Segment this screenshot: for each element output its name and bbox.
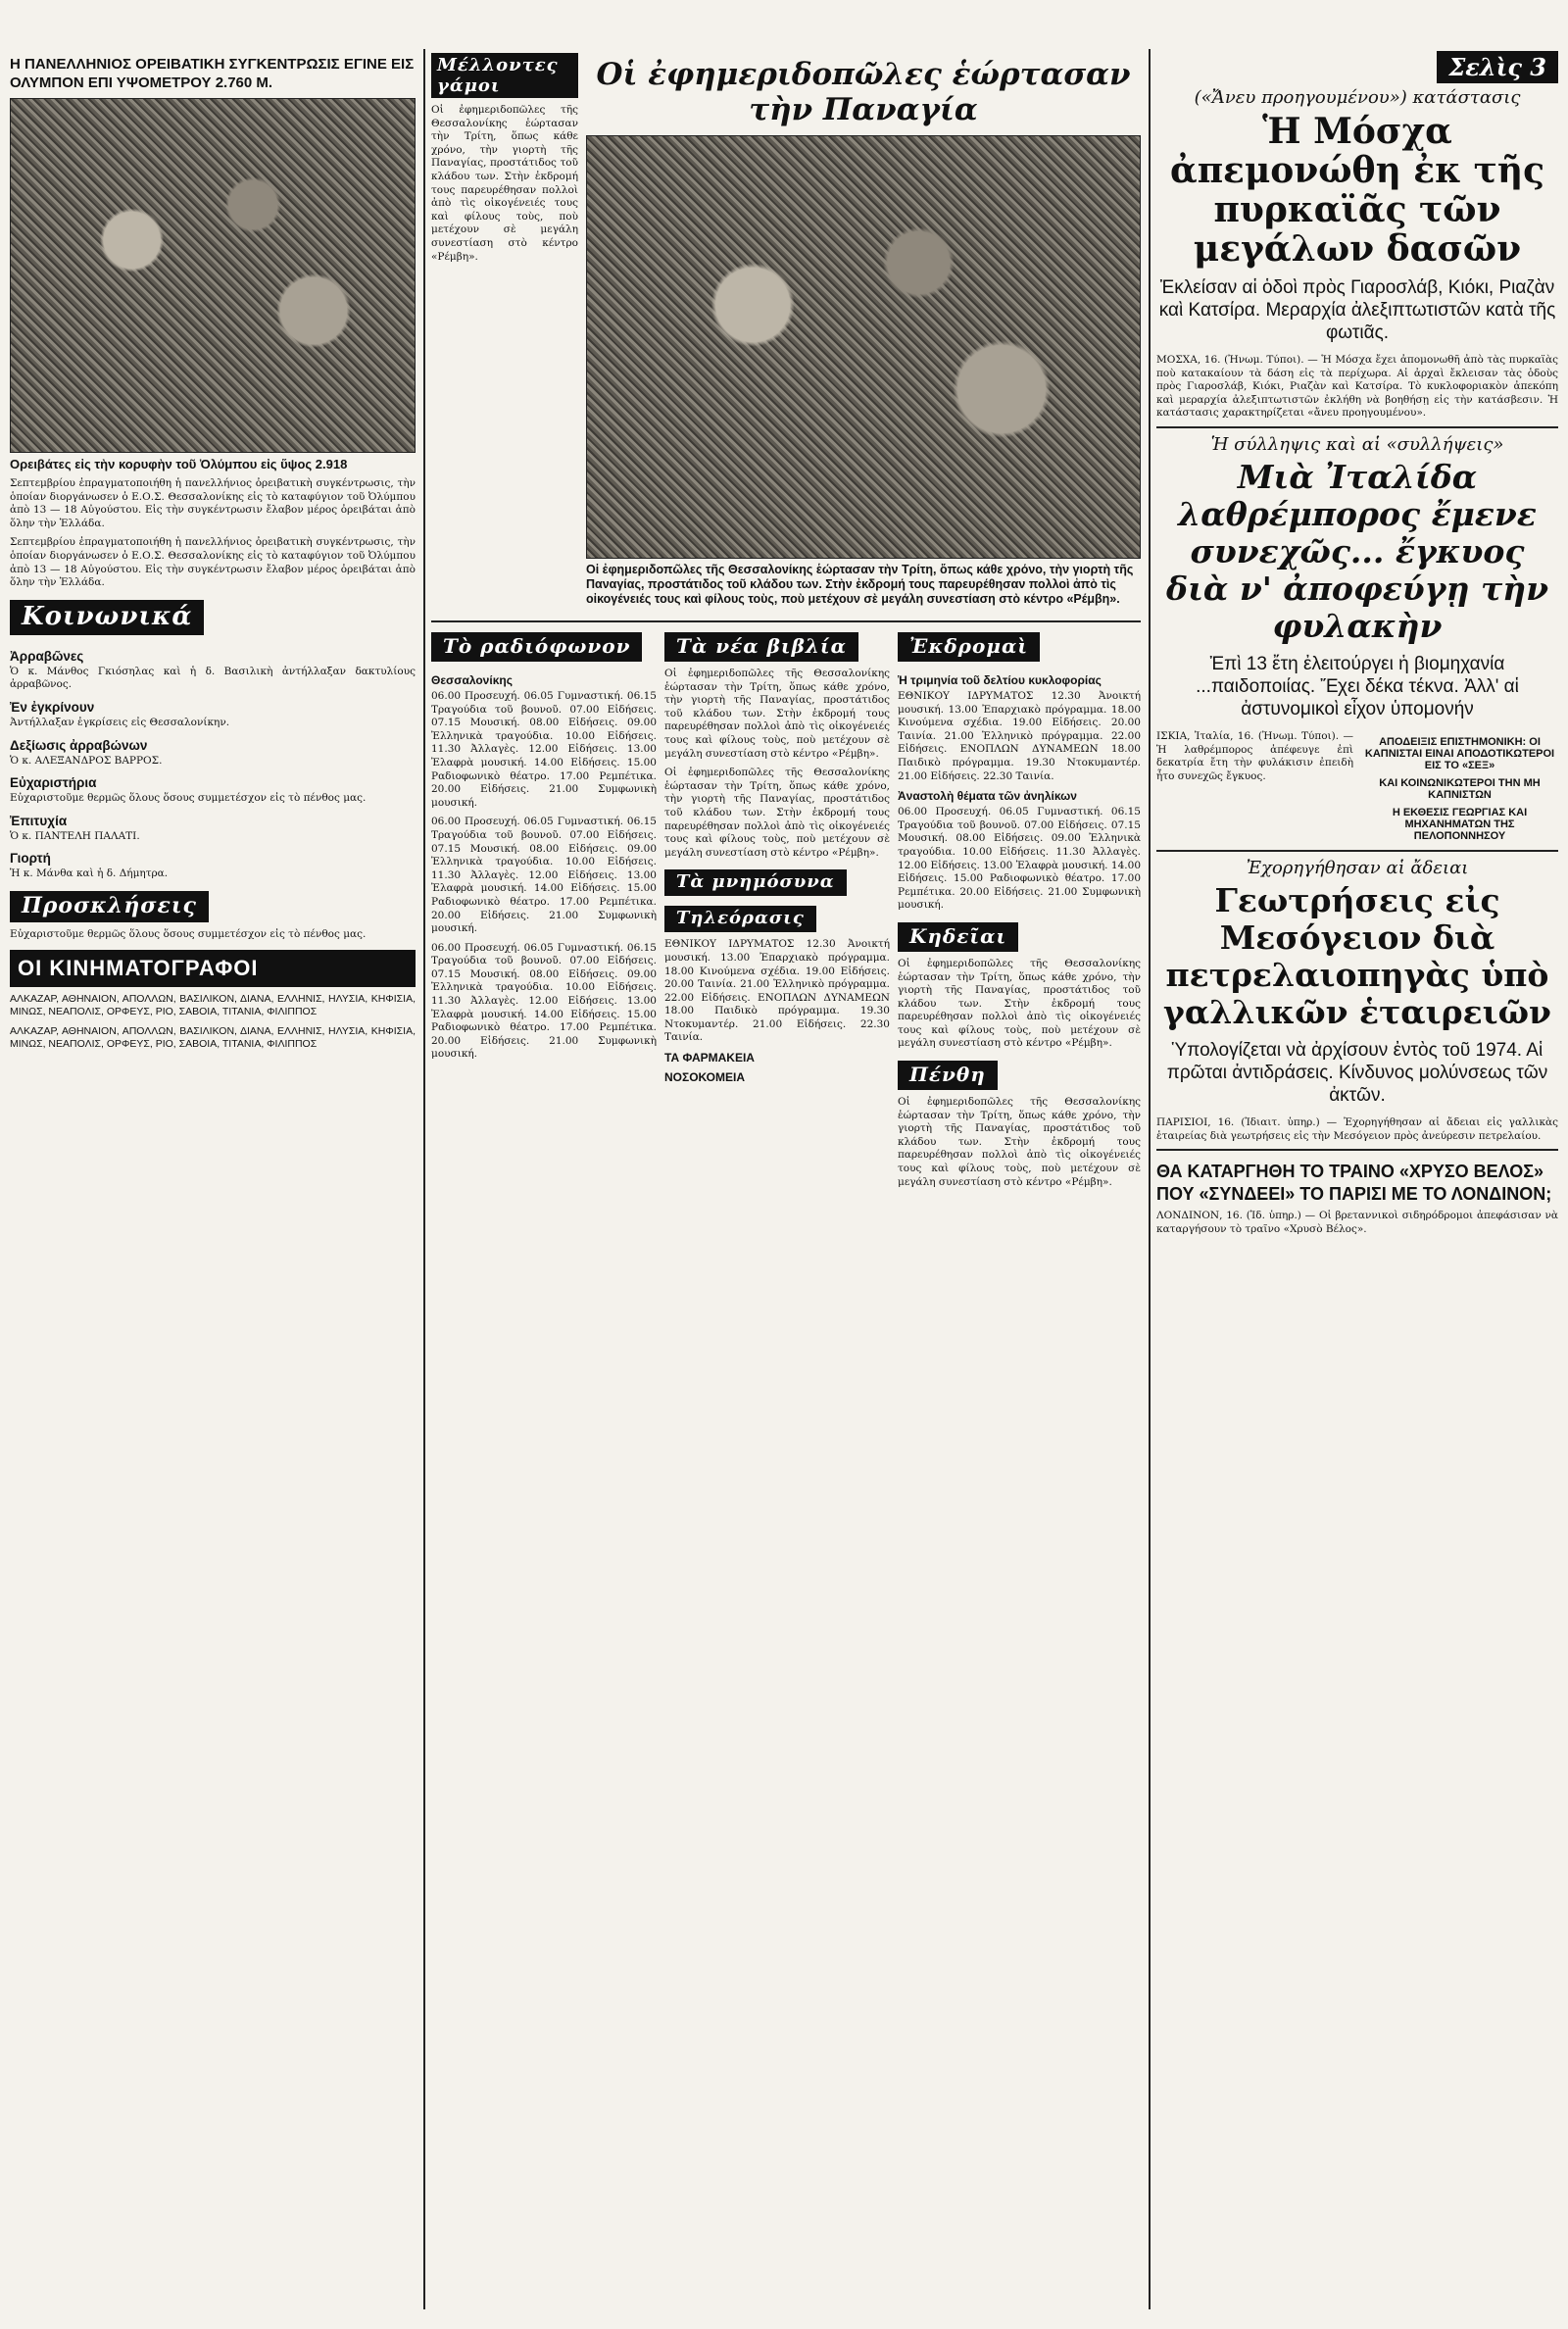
divider xyxy=(431,620,1141,622)
books-text: Οἱ ἐφημεριδοπῶλες τῆς Θεσσαλονίκης ἑώρτασαν τὴν Τρίτη, ὅπως κάθε χρόνο, τὴν γιορτὴ τῆς Παναγίας, προστάτιδος τοῦ κλάδου των. Στὴν ἐκδρομή τους παρευρέθησαν πολλοὶ ἀπὸ τὶς οἰκογένειές τους καὶ φίλους τοὺς, ποὺ μετέχουν σὲ μεγάλη συνεστίαση στὸ κέντρο «Ρέμβη». xyxy=(664,668,890,760)
italian-kicker: Ἡ σύλληψις καὶ αἱ «συλλήψεις» xyxy=(1210,433,1504,455)
section-success: Ἐπιτυχία xyxy=(10,813,68,828)
moscow-article: ΜΟΣΧΑ, 16. (Ἠνωμ. Τύποι). — Ἡ Μόσχα ἔχει ἀπομονωθῆ ἀπὸ τὰς πυρκαϊὰς ποὺ κατακαίουν τὰ δάση εἰς τὰ περίχωρα. Αἱ ἀρχαὶ ἔκλεισαν τὰς ὁδοὺς πρὸς Γιαροσλάβ, Κιόκι, Ριαζὰν καὶ Κατσίρα. Τὸ κυκλοφοριακὸν ἀπεκόπη καὶ μεραρχία ἀλεξιπτωτιστῶν ἐκλήθη νὰ βοηθήσῃ εἰς τὴν κατάσβεσιν. Ἡ κατάστασις χαρακτηρίζεται «ἄνευ προηγουμένου». xyxy=(1156,354,1558,420)
divider xyxy=(1156,426,1558,428)
radio-station: Θεσσαλονίκης xyxy=(431,673,513,687)
section-engagements-text: Ὁ κ. Μάνθος Γκιόσηλας καὶ ἡ δ. Βασιλικὴ ἀντήλλαξαν δακτυλίους ἀρραβῶνος. xyxy=(10,665,416,691)
section-thanks: Εὐχαριστήρια xyxy=(10,775,97,791)
section-hospitals: ΝΟΣΟΚΟΜΕΙΑ xyxy=(664,1070,745,1085)
section-weddings: Μέλλοντες γάμοι xyxy=(431,53,578,98)
circulation-head: Ἡ τριμηνία τοῦ δελτίου κυκλοφορίας xyxy=(898,673,1102,687)
section-memorials: Τὰ μνημόσυνα xyxy=(664,869,847,896)
sociability-headline: ΚΑΙ ΚΟΙΝΩΝΙΚΩΤΕΡΟΙ ΤΗΝ ΜΗ ΚΑΠΝΙΣΤΩΝ xyxy=(1379,776,1541,801)
section-radio: Τὸ ραδιόφωνον xyxy=(431,632,642,662)
moscow-kicker: («Ἄνευ προηγουμένου») κατάστασις xyxy=(1194,87,1521,108)
section-mourning: Πένθη xyxy=(898,1061,998,1090)
golden-arrow-article: ΛΟΝΔΙΝΟΝ, 16. (Ἰδ. ὑπηρ.) — Οἱ βρεταννικοὶ σιδηρόδρομοι ἀπεφάσισαν νὰ καταργήσουν τὸ τραῖνο «Χρυσὸ Βέλος». xyxy=(1156,1210,1558,1235)
newsagents-story xyxy=(586,49,1141,615)
cinema-listing: ΑΛΚΑΖΑΡ, ΑΘΗΝΑΙΟΝ, ΑΠΟΛΛΩΝ, ΒΑΣΙΛΙΚΟΝ, ΔΙΑΝΑ, ΕΛΛΗΝΙΣ, ΗΛΥΣΙΑ, ΚΗΦΙΣΙΑ, ΜΙΝΩΣ, ΝΕΑΠΟΛΙΣ, ΟΡΦΕΥΣ, ΡΙΟ, ΣΑΒΟΙΑ, ΤΙΤΑΝΙΑ, ΦΙΛΙΠΠΟΣ xyxy=(10,992,416,1018)
drilling-article: ΠΑΡΙΣΙΟΙ, 16. (Ἰδιαιτ. ὑπηρ.) — Ἐχορηγήθησαν αἱ ἄδειαι εἰς γαλλικὰς ἑταιρείας διὰ γεωτρήσεις εἰς τὴν Μεσόγειον πρὸς ἀνεύρεσιν πετρελαίου. xyxy=(1156,1115,1558,1142)
olympus-photo xyxy=(10,98,416,453)
section-success-text: Ὁ κ. ΠΑΝΤΕΛΗ ΠΑΛΑΤΙ. xyxy=(10,829,140,842)
drilling-headline: Γεωτρήσεις εἰς Μεσόγειον διὰ πετρελαιοπηγὰς ὑπὸ γαλλικῶν ἑταιρειῶν xyxy=(1163,880,1551,1031)
section-reception-text: Ὁ κ. ΑΛΕΞΑΝΔΡΟΣ ΒΑΡΡΟΣ. xyxy=(10,754,163,767)
smokers-headline: ΑΠΟΔΕΙΞΙΣ ΕΠΙΣΤΗΜΟΝΙΚΗ: ΟΙ ΚΑΠΝΙΣΤΑΙ ΕΙΝΑΙ ΑΠΟΔΟΤΙΚΩΤΕΡΟΙ ΕΙΣ ΤΟ «ΣΕΞ» xyxy=(1364,735,1555,771)
newsagents-photo xyxy=(586,135,1141,559)
section-reception: Δεξίωσις ἀρραβώνων xyxy=(10,737,148,753)
section-thanks-text: Εὐχαριστοῦμε θερμῶς ὅλους ὅσους συμμετέσχον εἰς τὸ πένθος μας. xyxy=(10,792,367,805)
books-column xyxy=(664,628,890,1195)
olympus-headline: Η ΠΑΝΕΛΛΗΝΙΟΣ ΟΡΕΙΒΑΤΙΚΗ ΣΥΓΚΕΝΤΡΩΣΙΣ ΕΓΙΝΕ ΕΙΣ ΟΛΥΜΠΟΝ ΕΠΙ ΥΨΟΜΕΤΡΟΥ 2.760 Μ. xyxy=(10,56,415,91)
section-television: Τηλεόρασις xyxy=(664,906,816,932)
section-approvals-text: Ἀντήλλαξαν ἐγκρίσεις εἰς Θεσσαλονίκην. xyxy=(10,716,230,728)
excursions-text: ΕΘΝΙΚΟΥ ΙΔΡΥΜΑΤΟΣ 12.30 Ἀνοικτή μουσική. 13.00 Ἐπαρχιακὸ πρόγραμμα. 18.00 Κινούμενα σχέδια. 19.00 Εἰδήσεις. 20.00 Ταινία. 21.00 Ἑλληνικὸ πρόγραμμα. 22.00 Εἰδήσεις. ΕΝΟΠΛΩΝ ΔΥΝΑΜΕΩΝ 18.00 Παιδικὸ πρόγραμμα. 19.30 Ντοκυμαντέρ. 21.00 Εἰδήσεις. 22.30 Ταινία. xyxy=(898,690,1141,782)
section-excursions: Ἐκδρομαὶ xyxy=(898,632,1040,662)
italian-subhead: Ἐπὶ 13 ἔτη ἐλειτούργει ἡ βιομηχανία ...παιδοποιίας. Ἔχει δέκα τέκνα. Ἀλλ' αἱ ἀστυνομικοὶ εἶχον ὑπομονήν xyxy=(1196,653,1519,719)
left-column xyxy=(10,49,416,2309)
tv-schedule: ΕΘΝΙΚΟΥ ΙΔΡΥΜΑΤΟΣ 12.30 Ἀνοικτή μουσική. 13.00 Ἐπαρχιακὸ πρόγραμμα. 18.00 Κινούμενα σχέδια. 19.00 Εἰδήσεις. 20.00 Ταινία. 21.00 Ἑλληνικὸ πρόγραμμα. 22.00 Εἰδήσεις. ΕΝΟΠΛΩΝ ΔΥΝΑΜΕΩΝ 18.00 Παιδικὸ πρόγραμμα. 19.30 Ντοκυμαντέρ. 21.00 Εἰδήσεις. 22.30 Ταινία. xyxy=(664,938,890,1044)
newsagents-title: Οἱ ἐφημεριδοπῶλες ἑώρτασαν τὴν Παναγία xyxy=(596,57,1131,127)
books-text-cont: Οἱ ἐφημεριδοπῶλες τῆς Θεσσαλονίκης ἑώρτασαν τὴν Τρίτη, ὅπως κάθε χρόνο, τὴν γιορτὴ τῆς Παναγίας, προστάτιδος τοῦ κλάδου των. Στὴν ἐκδρομή τους παρευρέθησαν πολλοὶ ἀπὸ τὶς οἰκογένειές τους καὶ φίλους τοὺς, ποὺ μετέχουν σὲ μεγάλη συνεστίαση στὸ κέντρο «Ρέμβη». xyxy=(664,767,890,859)
divider xyxy=(1156,850,1558,852)
section-engagements: Ἀρραβῶνες xyxy=(10,648,84,664)
golden-arrow-headline: ΘΑ ΚΑΤΑΡΓΗΘΗ ΤΟ ΤΡΑΙΝΟ «ΧΡΥΣΟ ΒΕΛΟΣ» ΠΟΥ «ΣΥΝΔΕΕΙ» ΤΟ ΠΑΡΙΣΙ ΜΕ ΤΟ ΛΟΝΔΙΝΟΝ; xyxy=(1156,1162,1552,1205)
column-rule xyxy=(1149,49,1151,2309)
radio-schedule-cont: 06.00 Προσευχή. 06.05 Γυμναστική. 06.15 Τραγούδια τοῦ βουνοῦ. 07.00 Εἰδήσεις. 07.15 Μουσική. 08.00 Εἰδήσεις. 09.00 Ἐλληνικὰ τραγούδια. 10.00 Εἰδήσεις. 11.30 Ἀλλαγὲς. 12.00 Εἰδήσεις. 13.00 Ἐλαφρὰ μουσική. 14.00 Εἰδήσεις. 15.00 Ραδιοφωνικὸ θέατρο. 17.00 Ρεμπέτικα. 20.00 Εἰδήσεις. 21.00 Συμφωνικὴ μουσική. xyxy=(431,816,657,935)
section-new-books: Τὰ νέα βιβλία xyxy=(664,632,858,662)
minors-head: Ἀναστολὴ θέματα τῶν ἀνηλίκων xyxy=(898,789,1077,804)
radio-schedule: 06.00 Προσευχή. 06.05 Γυμναστική. 06.15 Τραγούδια τοῦ βουνοῦ. 07.00 Εἰδήσεις. 07.15 Μουσική. 08.00 Εἰδήσεις. 09.00 Ἐλληνικὰ τραγούδια. 10.00 Εἰδήσεις. 11.30 Ἀλλαγὲς. 12.00 Εἰδήσεις. 13.00 Ἐλαφρὰ μουσική. 14.00 Εἰδήσεις. 15.00 Ραδιοφωνικὸ θέατρο. 17.00 Ρεμπέτικα. 20.00 Εἰδήσεις. 21.00 Συμφωνικὴ μουσική. xyxy=(431,690,657,809)
section-approvals: Ἐν ἐγκρίνουν xyxy=(10,699,95,715)
excursions-column xyxy=(898,628,1141,1195)
mourning-text: Οἱ ἐφημεριδοπῶλες τῆς Θεσσαλονίκης ἑώρτασαν τὴν Τρίτη, ὅπως κάθε χρόνο, τὴν γιορτὴ τῆς Παναγίας, προστάτιδος τοῦ κλάδου των. Στὴν ἐκδρομή τους παρευρέθησαν πολλοὶ ἀπὸ τὶς οἰκογένειές τους καὶ φίλους τοὺς, ποὺ μετέχουν σὲ μεγάλη συνεστίαση στὸ κέντρο «Ρέμβη». xyxy=(898,1096,1141,1188)
social-section-list xyxy=(10,649,416,881)
divider xyxy=(1156,1149,1558,1151)
radio-schedule-cont2: 06.00 Προσευχή. 06.05 Γυμναστική. 06.15 Τραγούδια τοῦ βουνοῦ. 07.00 Εἰδήσεις. 07.15 Μουσική. 08.00 Εἰδήσεις. 09.00 Ἐλληνικὰ τραγούδια. 10.00 Εἰδήσεις. 11.30 Ἀλλαγὲς. 12.00 Εἰδήσεις. 13.00 Ἐλαφρὰ μουσική. 14.00 Εἰδήσεις. 15.00 Ραδιοφωνικὸ θέατρο. 17.00 Ρεμπέτικα. 20.00 Εἰδήσεις. 21.00 Συμφωνικὴ μουσική. xyxy=(431,941,657,1061)
section-celebration: Γιορτή xyxy=(10,851,51,867)
moscow-subhead: Ἐκλείσαν αἱ ὁδοὶ πρὸς Γιαροσλάβ, Κιόκι, Ριαζὰν καὶ Κατσίρα. Μεραρχία ἀλεξιπτωτιστῶν κατὰ τῆς φωτιᾶς. xyxy=(1158,277,1556,343)
cinema-banner: ΟΙ ΚΙΝΗΜΑΤΟΓΡΑΦΟΙ xyxy=(10,950,416,987)
olympus-photo-caption: Ορειβάτες εἰς τὴν κορυφὴν τοῦ Ὀλύμπου εἰς ὕψος 2.918 xyxy=(10,457,348,471)
olympus-article: Σεπτεμβρίου ἐπραγματοποιήθη ἡ πανελλήνιος ὀρειβατικὴ συγκέντρωσις, τὴν ὁποίαν διοργάνωσεν ὁ Ε.Ο.Σ. Θεσσαλονίκης εἰς τὸ καταφύγιον τοῦ Ὀλύμπου ἀπὸ 13 — 18 Αὐγούστου. Εἰς τὴν συγκέντρωσιν ἔλαβον μέρος ὀρειβάται ἀπὸ ὅλην τὴν Ἑλλάδα. xyxy=(10,477,416,529)
moscow-headline: Ἡ Μόσχα ἀπεμονώθη ἐκ τῆς πυρκαϊᾶς τῶν μεγάλων δασῶν xyxy=(1170,111,1544,270)
column-rule xyxy=(423,49,425,2309)
page-number-badge: Σελὶς 3 xyxy=(1437,51,1558,83)
invitations-text: Εὐχαριστοῦμε θερμῶς ὅλους ὅσους συμμετέσχον εἰς τὸ πένθος μας. xyxy=(10,927,367,940)
weddings-text: Οἱ ἐφημεριδοπῶλες τῆς Θεσσαλονίκης ἑώρτασαν τὴν Τρίτη, ὅπως κάθε χρόνο, τὴν γιορτὴ τῆς Παναγίας, προστάτιδος τοῦ κλάδου των. Στὴν ἐκδρομή τους παρευρέθησαν πολλοὶ ἀπὸ τὶς οἰκογένειές τους καὶ φίλους τοὺς, ποὺ μετέχουν σὲ μεγάλη συνεστίαση στὸ κέντρο «Ρέμβη». xyxy=(431,104,578,263)
radio-column xyxy=(431,628,657,1195)
cinema-listing-cont: ΑΛΚΑΖΑΡ, ΑΘΗΝΑΙΟΝ, ΑΠΟΛΛΩΝ, ΒΑΣΙΛΙΚΟΝ, ΔΙΑΝΑ, ΕΛΛΗΝΙΣ, ΗΛΥΣΙΑ, ΚΗΦΙΣΙΑ, ΜΙΝΩΣ, ΝΕΑΠΟΛΙΣ, ΟΡΦΕΥΣ, ΡΙΟ, ΣΑΒΟΙΑ, ΤΙΤΑΝΙΑ, ΦΙΛΙΠΠΟΣ xyxy=(10,1024,416,1051)
smokers-box xyxy=(1361,730,1558,844)
olympus-article-cont: Σεπτεμβρίου ἐπραγματοποιήθη ἡ πανελλήνιος ὀρειβατικὴ συγκέντρωσις, τὴν ὁποίαν διοργάνωσεν ὁ Ε.Ο.Σ. Θεσσαλονίκης εἰς τὸ καταφύγιον τοῦ Ὀλύμπου ἀπὸ 13 — 18 Αὐγούστου. Εἰς τὴν συγκέντρωσιν ἔλαβον μέρος ὀρειβάται ἀπὸ ὅλην τὴν Ἑλλάδα. xyxy=(10,536,416,589)
section-invitations: Προσκλήσεις xyxy=(10,891,209,922)
middle-column xyxy=(431,49,1141,2309)
italian-headline: Μιὰ Ἰταλίδα λαθρέμπορος ἔμενε συνεχῶς... ἔγκυος διὰ ν' ἀποφεύγῃ τὴν φυλακὴν xyxy=(1165,457,1549,645)
right-column xyxy=(1156,49,1558,2309)
newsagents-caption: Οἱ ἐφημεριδοπῶλες τῆς Θεσσαλονίκης ἑώρτασαν τὴν Τρίτη, ὅπως κάθε χρόνο, τὴν γιορτὴ τῆς Παναγίας, προστάτιδος τοῦ κλάδου των. Στὴν ἐκδρομή τους παρευρέθησαν πολλοὶ ἀπὸ τὶς οἰκογένειές τους καὶ φίλους τοὺς, ποὺ μετέχουν σὲ μεγάλη συνεστίαση στὸ κέντρο «Ρέμβη». xyxy=(586,563,1134,606)
drilling-kicker: Ἐχορηγήθησαν αἱ ἄδειαι xyxy=(1246,857,1469,878)
weddings-column xyxy=(431,49,578,615)
funerals-text: Οἱ ἐφημεριδοπῶλες τῆς Θεσσαλονίκης ἑώρτασαν τὴν Τρίτη, ὅπως κάθε χρόνο, τὴν γιορτὴ τῆς Παναγίας, προστάτιδος τοῦ κλάδου των. Στὴν ἐκδρομή τους παρευρέθησαν πολλοὶ ἀπὸ τὶς οἰκογένειές τους καὶ φίλους τοὺς, ποὺ μετέχουν σὲ μεγάλη συνεστίαση στὸ κέντρο «Ρέμβη». xyxy=(898,957,1141,1050)
section-social: Κοινωνικά xyxy=(10,600,204,635)
section-pharmacies: ΤΑ ΦΑΡΜΑΚΕΙΑ xyxy=(664,1051,755,1065)
section-funerals: Κηδεῖαι xyxy=(898,922,1018,952)
drilling-subhead: Ὑπολογίζεται νὰ ἀρχίσουν ἐντὸς τοῦ 1974. Αἱ πρῶται ἀντιδράσεις. Κίνδυνος μολύνσεως τῶν ἀκτῶν. xyxy=(1166,1039,1548,1106)
exhibition-headline: Η ΕΚΘΕΣΙΣ ΓΕΩΡΓΙΑΣ ΚΑΙ ΜΗΧΑΝΗΜΑΤΩΝ ΤΗΣ ΠΕΛΟΠΟΝΝΗΣΟΥ xyxy=(1392,806,1528,842)
minors-text: 06.00 Προσευχή. 06.05 Γυμναστική. 06.15 Τραγούδια τοῦ βουνοῦ. 07.00 Εἰδήσεις. 07.15 Μουσική. 08.00 Εἰδήσεις. 09.00 Ἐλληνικὰ τραγούδια. 10.00 Εἰδήσεις. 11.30 Ἀλλαγὲς. 12.00 Εἰδήσεις. 13.00 Ἐλαφρὰ μουσική. 14.00 Εἰδήσεις. 15.00 Ραδιοφωνικὸ θέατρο. 17.00 Ρεμπέτικα. 20.00 Εἰδήσεις. 21.00 Συμφωνικὴ μουσική. xyxy=(898,806,1141,912)
italian-article: ΙΣΚΙΑ, Ἰταλία, 16. (Ἠνωμ. Τύποι). — Ἡ λαθρέμπορος ἀπέφευγε ἐπὶ δεκατρία ἔτη τὴν φυλάκισιν ἐπειδὴ ἦτο συνεχῶς ἔγκυος. xyxy=(1156,729,1353,782)
section-celebration-text: Ἡ κ. Μάνθα καὶ ἡ δ. Δήμητρα. xyxy=(10,867,169,880)
